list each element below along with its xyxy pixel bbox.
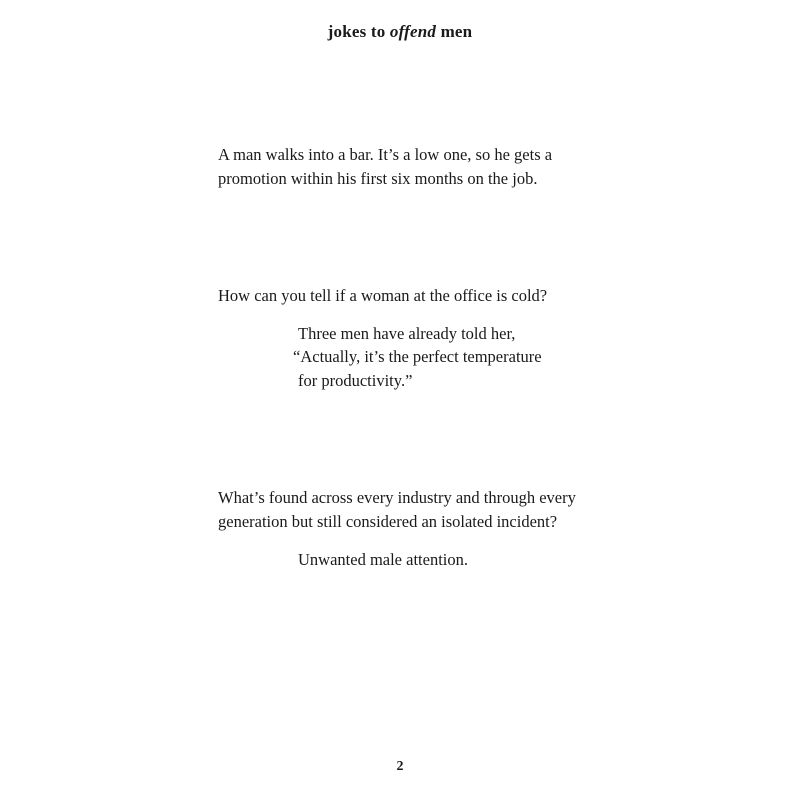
joke-2-setup-line-1: How can you tell if a woman at the office is cold? (218, 286, 548, 305)
joke-3-setup-line-2: generation but still considered an isolated incident? (218, 512, 558, 531)
joke-1-setup-line-1: A man walks into a bar. It’s a low one, so he gets a (218, 145, 553, 164)
joke-2-punchline-line-1: Three men have already told her, (298, 324, 516, 343)
joke-2-punchline-line-2: “Actually, it’s the perfect temperature (293, 347, 542, 366)
header-title-pre: jokes to (327, 22, 390, 41)
joke-2-punchline-line-3: for productivity.” (298, 371, 413, 390)
joke-3-setup-line-1: What’s found across every industry and through every (218, 488, 576, 507)
running-header (0, 22, 800, 42)
header-title-em: offend (389, 22, 437, 41)
joke-1-setup-line-2: promotion within his first six months on the job. (218, 169, 538, 188)
page-number: 2 (396, 759, 404, 774)
header-title-post: men (436, 22, 473, 41)
joke-3-punchline-line-1: Unwanted male attention. (298, 550, 468, 569)
